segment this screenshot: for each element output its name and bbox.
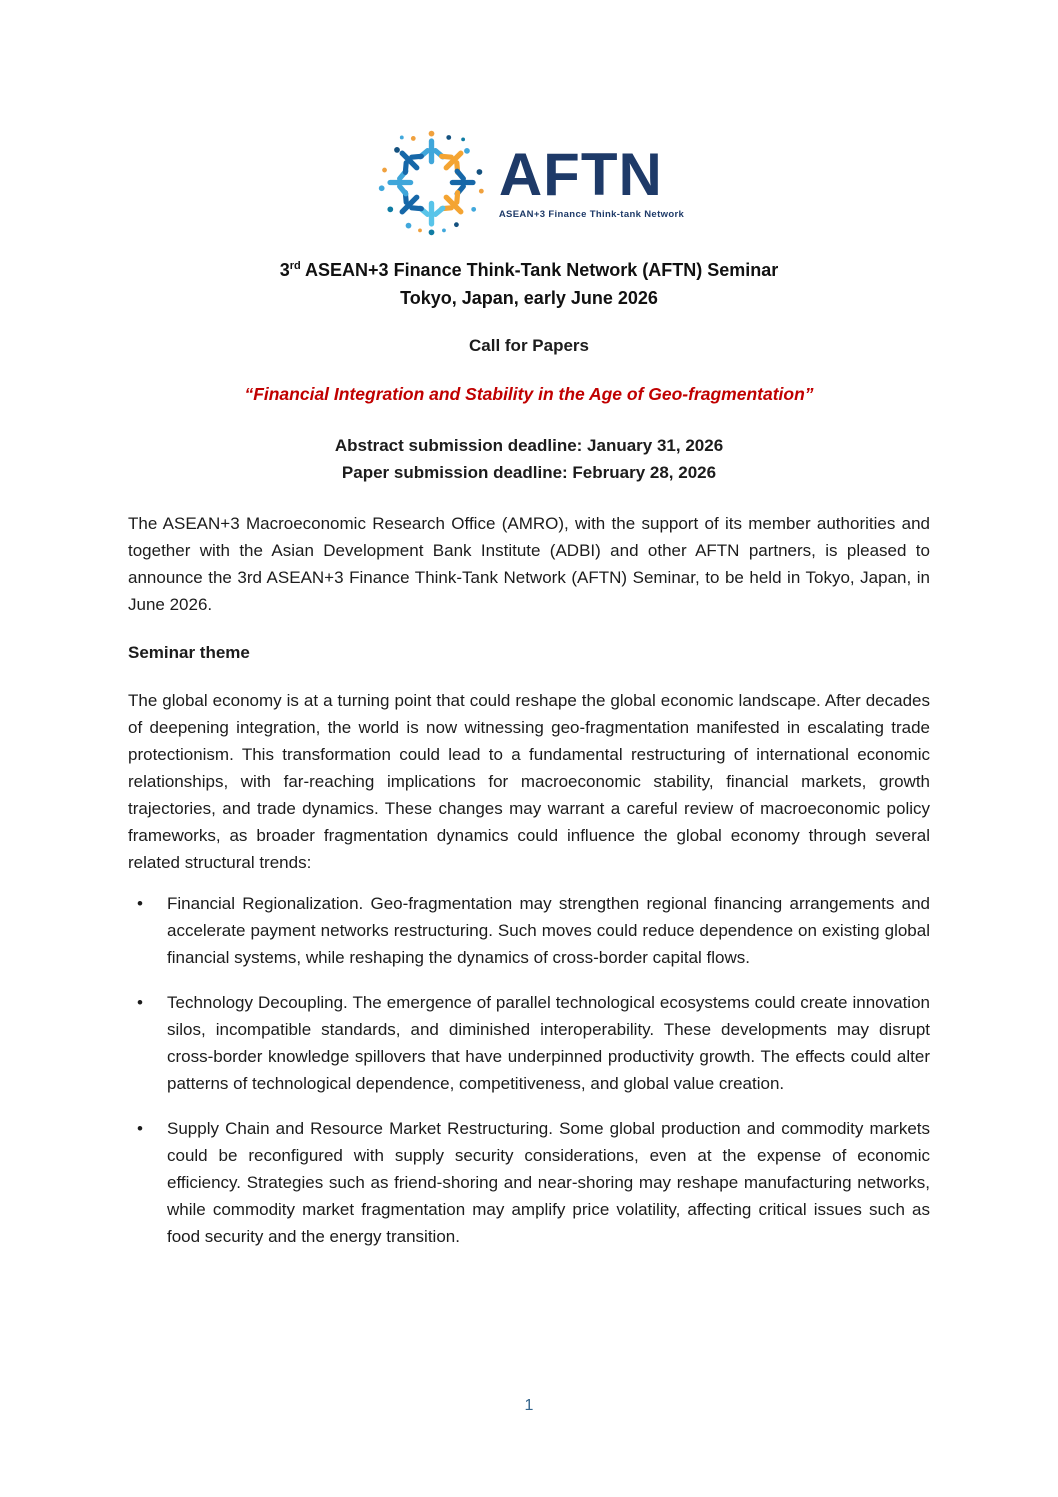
bird-shape bbox=[416, 138, 446, 164]
intro-paragraph: The ASEAN+3 Macroeconomic Research Office (AMRO), with the support of its member authorities and together with the Asian Development Bank Institute (ADBI) and other AFTN partners, is pleased to announce the 3rd ASEAN+3 Finance Think-Tank Network (AFTN) Seminar, to be held in Tokyo, Japan, in June 2026. bbox=[128, 514, 930, 614]
paper-deadline: Paper submission deadline: February 28, 2026 bbox=[341, 463, 717, 482]
logo-tagline: ASEAN+3 Finance Think-tank Network bbox=[498, 208, 685, 220]
deadlines-block bbox=[128, 432, 930, 486]
title-superscript: rd bbox=[289, 260, 301, 272]
aftn-wordmark bbox=[498, 140, 685, 220]
theme-paragraph: The global economy is at a turning point that could reshape the global economic landscape. After decades of deepening integration, the world is now witnessing geo-fragmentation manifested in escalating trade protectionism. This transformation could lead to a fundamental restructuring of international economic relationships, with far-reaching implications for macroeconomic stability, financial markets, growth trajectories, and trade dynamics. These changes may warrant a careful review of macroeconomic policy frameworks, as broader fragmentation dynamics could influence the global economy through several related structural trends: bbox=[128, 691, 930, 872]
bird-shape bbox=[434, 184, 473, 223]
page-number: 1 bbox=[524, 1397, 534, 1414]
bullet-text-supply-chain-restructuring: Supply Chain and Resource Market Restructuring. Some global production and commodity markets could be reconfigured with supply security considerations, even at the expense of economic efficiency. Strategies such as friend-shoring and near-shoring may reshape manufacturing networks, while commodity market fragmentation may amplify price volatility, affecting critical issues such as food security and the energy transition. bbox=[167, 1119, 930, 1246]
bird-shape bbox=[390, 184, 429, 223]
logo-acronym: AFTN bbox=[498, 140, 663, 208]
aftn-logo bbox=[128, 126, 930, 238]
bird-shape bbox=[434, 140, 473, 179]
bullet-text-financial-regionalization: Financial Regionalization. Geo-fragmentation may strengthen regional financing arrangements and accelerate payment networks restructuring. Such moves could reduce dependence on existing global financial systems, while reshaping the dynamics of cross-border capital flows. bbox=[167, 894, 930, 967]
bullet-icon: • bbox=[137, 894, 143, 913]
call-for-papers-heading: Call for Papers bbox=[469, 336, 589, 355]
list-item bbox=[137, 989, 930, 1097]
bird-shape bbox=[390, 140, 429, 179]
bullet-icon: • bbox=[137, 993, 143, 1012]
seminar-title-line2: Tokyo, Japan, early June 2026 bbox=[400, 288, 658, 308]
aftn-logo-birds-icon bbox=[374, 125, 489, 240]
list-item bbox=[137, 890, 930, 971]
seminar-title bbox=[128, 256, 930, 312]
bird-shape bbox=[416, 200, 446, 226]
section-heading-seminar-theme: Seminar theme bbox=[128, 643, 250, 662]
seminar-title-line1: 3rd ASEAN+3 Finance Think-Tank Network (AFTN) Seminar bbox=[279, 260, 779, 280]
structural-trends-list bbox=[128, 890, 930, 1250]
theme-quote: “Financial Integration and Stability in the Age of Geo-fragmentation” bbox=[244, 384, 814, 404]
list-item bbox=[137, 1115, 930, 1250]
bullet-icon: • bbox=[137, 1119, 143, 1138]
bullet-text-technology-decoupling: Technology Decoupling. The emergence of parallel technological ecosystems could create innovation silos, incompatible standards, and diminished interoperability. These developments may disrupt cross-border knowledge spillovers that have underpinned productivity growth. The effects could alter patterns of technological dependence, competitiveness, and global value creation. bbox=[167, 993, 930, 1093]
bird-shape bbox=[450, 167, 476, 197]
bird-shape bbox=[387, 167, 413, 197]
abstract-deadline: Abstract submission deadline: January 31, 2026 bbox=[334, 436, 724, 455]
